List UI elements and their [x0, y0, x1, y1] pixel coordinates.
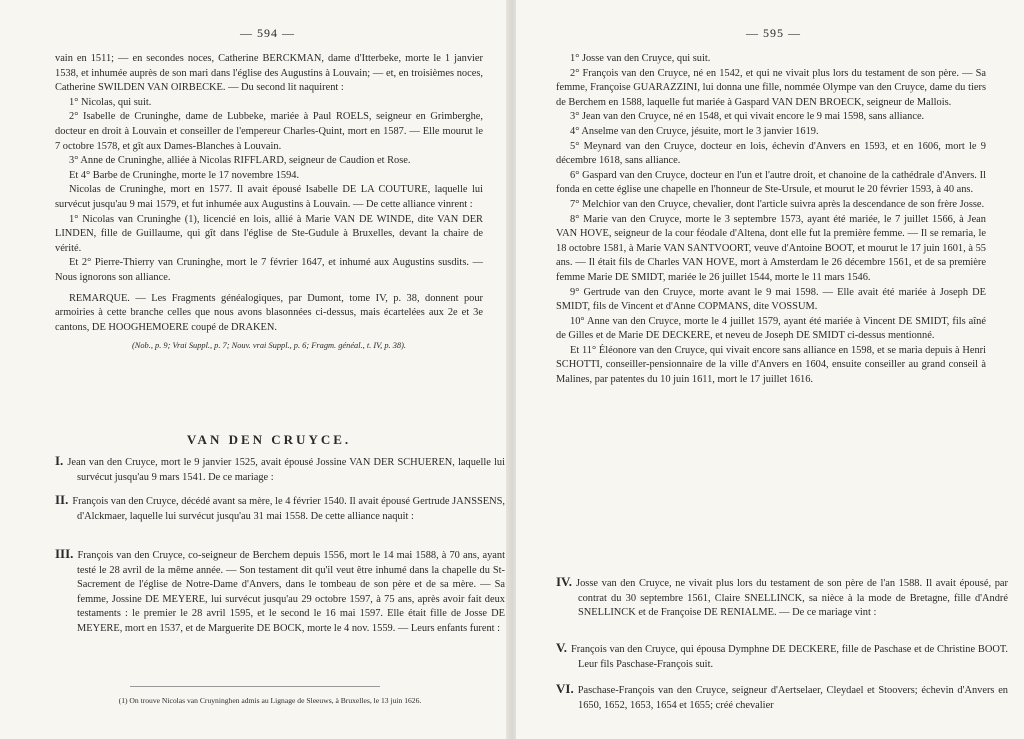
left-page — [0, 0, 508, 739]
generation-number: III. — [55, 546, 74, 561]
footnote-separator — [130, 686, 380, 687]
generation-text: François van den Cruyce, décédé avant sa mère, le 4 février 1540. Il avait épousé Gertrude JANSSENS, d'Alckmaer, laquelle lui survécut jusqu'au 31 mai 1558. De cette alliance naquit : — [72, 496, 505, 522]
paragraph: 5° Meynard van den Cruyce, docteur en lois, échevin d'Anvers en 1593, et en 1606, mort le 9 décembre 1618, sans alliance. — [556, 140, 986, 167]
generation-number: IV. — [556, 574, 573, 589]
reference-line: (Nob., p. 9; Vrai Suppl., p. 7; Nouv. vrai Suppl., p. 6; Fragm. généal., t. IV, p. 38). — [131, 341, 407, 351]
paragraph: 9° Gertrude van den Cruyce, morte avant le 9 mai 1598. — Elle avait été mariée à Joseph DE SMIDT, fils de Vincent et d'Anne COPMANS, dite VOSSUM. — [556, 286, 986, 313]
generation-entry — [55, 547, 505, 637]
left-body-text — [55, 52, 483, 354]
paragraph: 1° Josse van den Cruyce, qui suit. — [570, 53, 711, 64]
generation-text: Paschase-François van den Cruyce, seigneur d'Aertselaer, Cleydael et Stoovers; échevin d'Anvers en 1650, 1652, 1653, 1654 et 1655; créé chevalier — [577, 685, 1008, 711]
paragraph: Nicolas de Cruninghe, mort en 1577. Il avait épousé Isabelle DE LA COUTURE, laquelle lui survécut jusqu'au 9 mai 1579, et fut inhumée aux Augustins à Louvain. — De cette alliance vinrent : — [55, 184, 483, 210]
generation-entry — [556, 575, 1008, 621]
paragraph: Et 11° Éléonore van den Cruyce, qui vivait encore sans alliance en 1598, et se maria depuis à Henri SCHOTTI, conseiller-pensionnaire de la ville d'Anvers en 1604, ensuite conseiller au grand conseil à Malines, par patentes du 10 juin 1611, mort le 17 juillet 1616. — [556, 344, 986, 386]
generation-entry — [556, 682, 1008, 713]
paragraph: 3° Anne de Cruninghe, alliée à Nicolas RIFFLARD, seigneur de Caudion et Rose. — [69, 155, 411, 167]
paragraph: 10° Anne van den Cruyce, morte le 4 juillet 1579, ayant été mariée à Vincent DE SMIDT, fils aîné de Gilles et de Marie DE DECKERE, et neveu de Joseph DE SMIDT ci-dessus mentionné. — [556, 315, 986, 342]
generation-entry — [55, 454, 505, 485]
paragraph: vain en 1511; — en secondes noces, Catherine BERCKMAN, dame d'Itterbeke, morte le 1 janvier 1538, et inhumée auprès de son mari dans l'église des Augustins à Louvain; — et, en troisièmes noces, Catherine SWILDEN VAN OIRBECKE. — Du second lit naquirent : — [55, 53, 483, 94]
paragraph: 7° Melchior van den Cruyce, chevalier, dont l'article suivra après la descendance de son frère Josse. — [570, 198, 985, 210]
right-body-text — [556, 52, 986, 388]
generation-number: II. — [55, 492, 69, 507]
paragraph: Et 2° Pierre-Thierry van Cruninghe, mort le 7 février 1647, et inhumé aux Augustins susdits. — Nous ignorons son alliance. — [55, 257, 483, 283]
paragraph: 1° Nicolas, qui suit. — [69, 96, 152, 108]
generation-text: François van den Cruyce, co-seigneur de Berchem depuis 1556, mort le 14 mai 1588, à 70 ans, ayant testé le 28 avril de la même année. — Son testament dit qu'il veut être inhumé dans la chapelle du St-Sacrement de l'église de Notre-Dame d'Anvers, dans le tombeau de son père et de sa mère. — Sa femme, Jossine DE MEYERE, lui survécut jusqu'au 29 octobre 1597, à 75 ans, après avoir fait deux testaments : le premier le 28 avril 1595, et le second le 16 mai 1597. Elle était fille de Josse DE MEYERE, mort en 1537, et de Marguerite DE BOCK, morte le 4 nov. 1559. — Leurs enfants furent : — [77, 550, 505, 634]
page-number: — 595 — — [746, 26, 801, 40]
paragraph: 2° Isabelle de Cruninghe, dame de Lubbeke, mariée à Paul ROELS, seigneur en Grimberghe, docteur en droit à Louvain et conseiller de l'empereur Charles-Quint, mort en 1587. — Elle mourut le 7 octobre 1578, et gît aux Dames-Blanches à Louvain. — [55, 111, 483, 152]
paragraph: 3° Jean van den Cruyce, né en 1548, et qui vivait encore le 9 mai 1598, sans alliance. — [570, 111, 925, 123]
generation-number: V. — [556, 640, 567, 655]
page-number: — 594 — — [240, 26, 295, 40]
right-page — [516, 0, 1024, 739]
paragraph: 8° Marie van den Cruyce, morte le 3 septembre 1573, ayant été mariée, le 7 juillet 1566, à Jean VAN HOVE, seigneur de la cour féodale d'Altena, dont elle fut la première femme. — Il se remaria, le 18 octobre 1581, à Marie VAN SANTVOORT, veuve d'Antoine BOOT, et mourut le 17 juin 1601, à 55 ans. — Il était fils de Charles VAN HOVE, mort à Amsterdam le 26 décembre 1561, et de sa première femme Marie DE SMIDT, mariée le 26 juillet 1544, morte le 11 mars 1546. — [556, 213, 986, 283]
generation-entry — [55, 493, 505, 524]
generation-entry — [556, 641, 1008, 672]
paragraph: 1° Nicolas van Cruninghe (1), licencié en lois, allié à Marie VAN DE WINDE, dite VAN DER LINDEN, fille de Guillaume, qui gît dans l'église de Ste-Gudule à Bruxelles, devant la chaire de vérité. — [55, 213, 483, 254]
generation-text: Josse van den Cruyce, ne vivait plus lors du testament de son père de l'an 1588. Il avait épousé, par contrat du 30 septembre 1561, Claire SNELLINCK, sa nièce à la mode de Bretagne, fille d'André SNELLINCK et de Françoise DE RENIALME. — De ce mariage vint : — [576, 578, 1008, 619]
paragraph: 6° Gaspard van den Cruyce, docteur en l'un et l'autre droit, et chanoine de la cathédrale d'Anvers. Il fonda en cette église une chapelle en l'honneur de Ste-Ursule, et mourut le 20 février 1593, à 40 ans. — [556, 169, 986, 196]
remark-paragraph: REMARQUE. — Les Fragments généalogiques, par Dumont, tome IV, p. 38, donnent pour armoiries à cette branche celles que nous avons blasonnées ci-dessus, mais écartelées aux 2e et 3e cantons, DE HOOGHEMOERE coupé de DRAKEN. — [55, 292, 483, 333]
footnote: (1) On trouve Nicolas van Cruyninghen admis au Lignage de Sleeuws, à Bruxelles, le 13 juin 1626. — [118, 696, 422, 705]
generation-text: Jean van den Cruyce, mort le 9 janvier 1525, avait épousé Jossine VAN DER SCHUEREN, laquelle lui survécut jusqu'au 9 mars 1541. De ce mariage : — [67, 457, 505, 483]
generation-number: I. — [55, 453, 64, 468]
generation-number: VI. — [556, 681, 574, 696]
paragraph: 4° Anselme van den Cruyce, jésuite, mort le 3 janvier 1619. — [570, 125, 819, 137]
section-heading: VAN DEN CRUYCE. — [186, 432, 352, 447]
paragraph: 2° François van den Cruyce, né en 1542, et qui ne vivait plus lors du testament de son père. — Sa femme, Françoise GUARAZZINI, lui donna une fille, nommée Olympe van den Cruyce, dame du tiers de Berchem en 1588, laquelle fut mariée à Gaspard VAN DEN BROECK, seigneur de Mallois. — [556, 67, 986, 108]
generation-text: François van den Cruyce, qui épousa Dymphne DE DECKERE, fille de Paschase et de Christine BOOT. Leur fils Paschase-François suit. — [570, 644, 1008, 670]
paragraph: Et 4° Barbe de Cruninghe, morte le 17 novembre 1594. — [69, 169, 300, 181]
